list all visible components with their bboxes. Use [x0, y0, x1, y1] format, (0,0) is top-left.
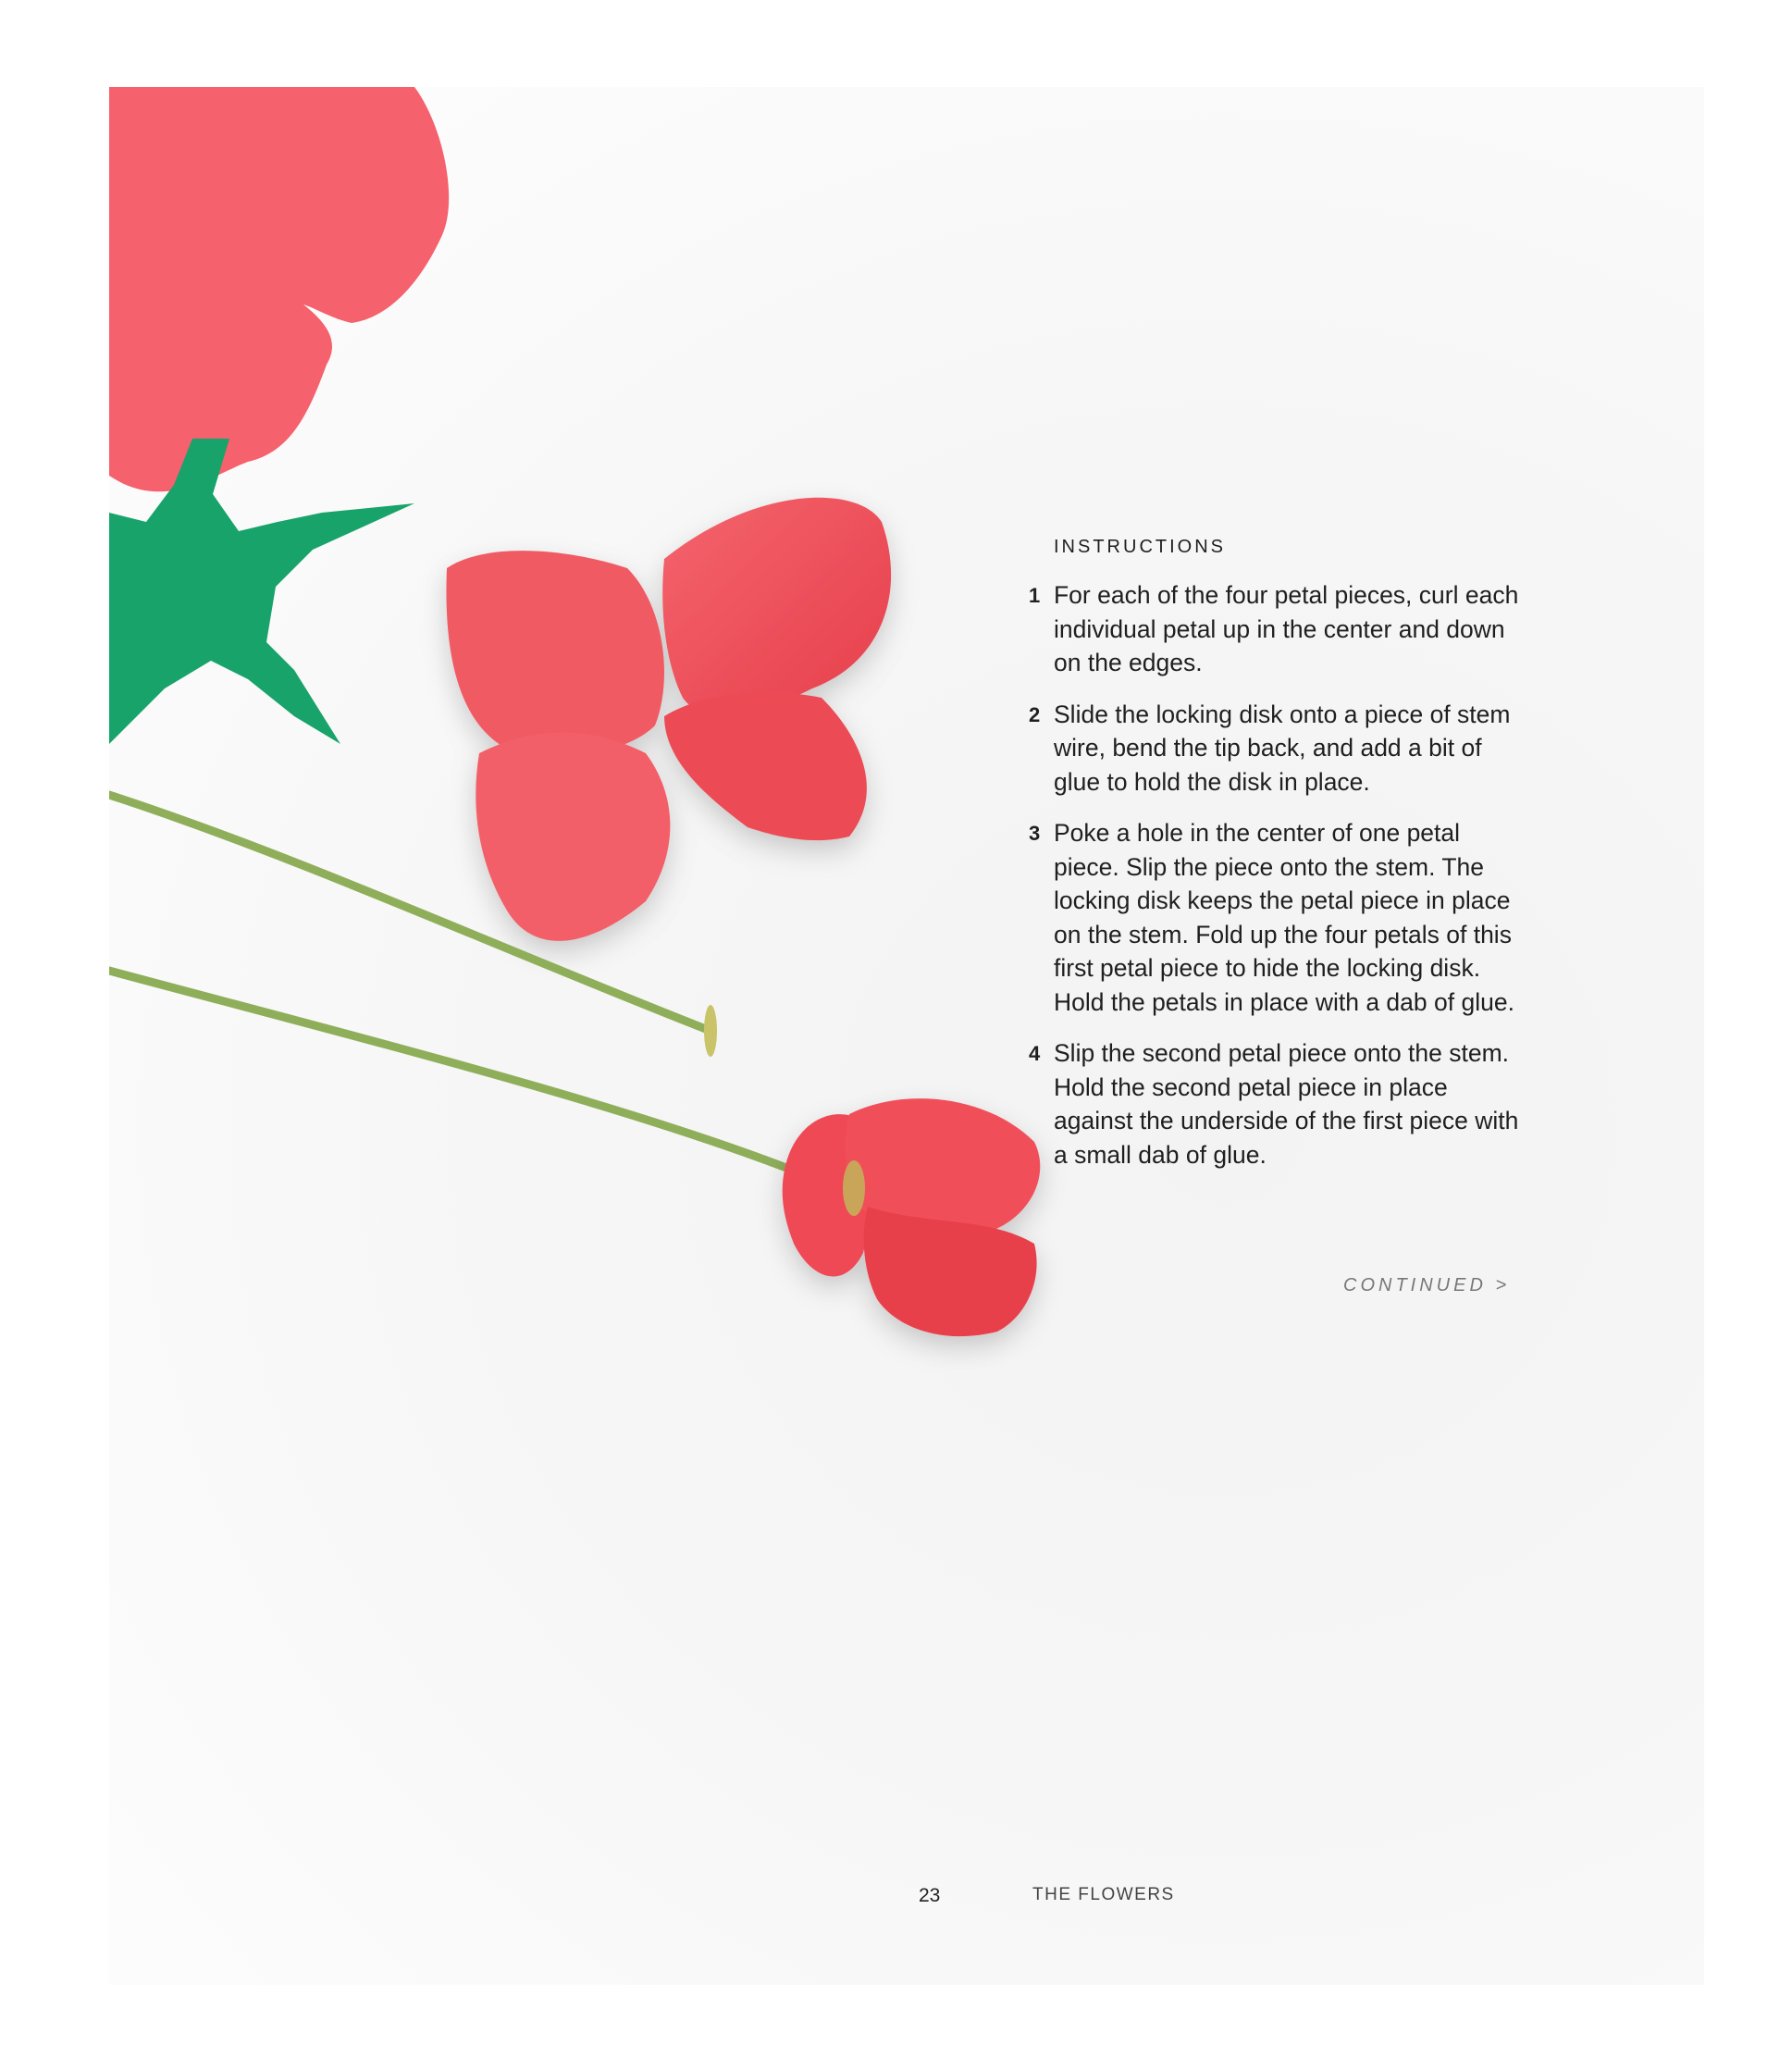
flat-petal-piece	[109, 87, 449, 491]
locking-disk	[704, 1005, 717, 1057]
step-text: Slip the second petal piece onto the stem. Hold the second petal piece in place against the underside of the first piece with a small dab of glue.	[1054, 1039, 1519, 1169]
step-number: 2	[1029, 702, 1041, 726]
step-text: Slide the locking disk onto a piece of stem wire, bend the tip back, and add a bit of glue to hold the disk in place.	[1054, 700, 1511, 796]
page-number: 23	[919, 1885, 941, 1906]
step-number: 1	[1029, 584, 1041, 607]
instruction-step	[1025, 578, 1525, 680]
step-number: 3	[1029, 822, 1041, 845]
instruction-step	[1025, 698, 1525, 799]
section-title: THE FLOWERS	[1032, 1885, 1175, 1904]
assembled-flower-bud	[783, 1098, 1041, 1336]
instructions-section	[1025, 537, 1525, 1189]
instructions-heading: INSTRUCTIONS	[1054, 537, 1226, 557]
instruction-step	[1025, 816, 1525, 1019]
curled-petal-piece	[446, 498, 891, 941]
continued-link[interactable]: CONTINUED >	[1343, 1275, 1511, 1295]
flower-stem-wire	[109, 971, 803, 1174]
step-text: Poke a hole in the center of one petal piece. Slip the piece onto the stem. The locking disk keeps the petal piece in place on the stem. Fold up the four petals of this first petal piece to hide the locking disk. Hold the petals in place with a dab of glue.	[1054, 819, 1514, 1016]
instruction-step	[1025, 1036, 1525, 1171]
step-number: 4	[1029, 1042, 1041, 1065]
step-text: For each of the four petal pieces, curl each individual petal up in the center and down on the edges.	[1054, 581, 1519, 676]
